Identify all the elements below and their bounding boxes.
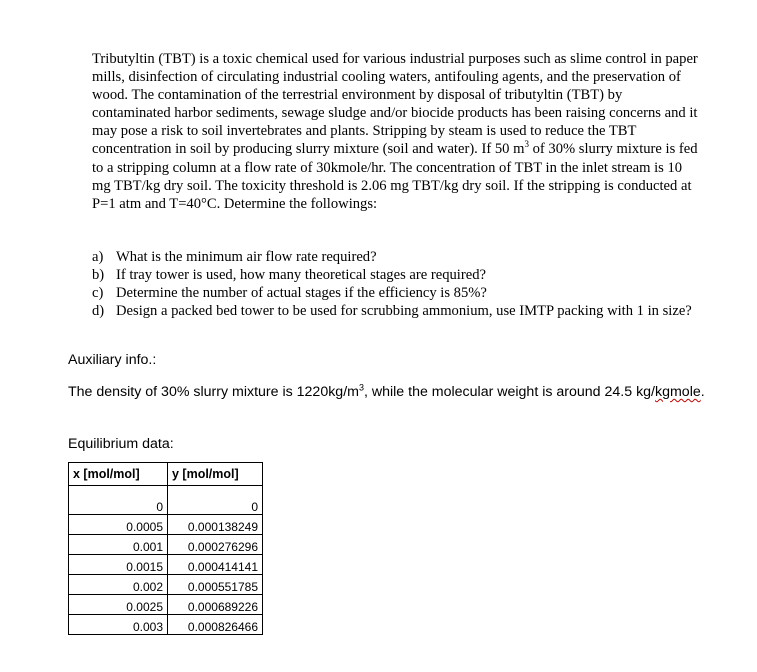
- density-unit-kg: kg/: [636, 384, 655, 400]
- spellcheck-word: kgmole: [655, 384, 701, 400]
- spacer-cell: [69, 486, 168, 496]
- column-header-y: y [mol/mol]: [168, 463, 263, 486]
- y-cell: 0.000551785: [168, 575, 263, 595]
- question-item-d: [92, 302, 700, 320]
- table-row: [69, 615, 263, 635]
- question-marker: d): [92, 303, 105, 320]
- question-item-c: [92, 284, 700, 302]
- y-cell: 0: [168, 495, 263, 515]
- question-text: If tray tower is used, how many theoretical stages are required?: [116, 267, 486, 284]
- table-row: [69, 595, 263, 615]
- y-cell: 0.000689226: [168, 595, 263, 615]
- question-marker: c): [92, 285, 104, 302]
- table-spacer-row: [69, 486, 263, 496]
- question-text: What is the minimum air flow rate required?: [116, 249, 377, 265]
- spacer-cell: [168, 486, 263, 496]
- question-item-b: [92, 266, 700, 284]
- question-text: Design a packed bed tower to be used for scrubbing ammonium, use IMTP packing with 1 in size?: [116, 303, 692, 320]
- cubic-superscript: 3: [524, 139, 529, 150]
- x-cell: 0.002: [69, 575, 168, 595]
- table-row: [69, 555, 263, 575]
- question-marker: a): [92, 249, 104, 265]
- table-row: [69, 495, 263, 515]
- density-text-part-2: , while the molecular weight is around 24.5: [363, 384, 637, 400]
- question-text: Determine the number of actual stages if the efficiency is 85%?: [116, 285, 487, 302]
- y-cell: 0.000138249: [168, 515, 263, 535]
- y-cell: 0.000414141: [168, 555, 263, 575]
- auxiliary-heading: Auxiliary info.:: [68, 352, 157, 368]
- y-cell: 0.000276296: [168, 535, 263, 555]
- problem-statement: [92, 50, 700, 213]
- question-item-a: [92, 248, 700, 266]
- equilibrium-heading: Equilibrium data:: [68, 436, 174, 452]
- x-cell: 0: [69, 495, 168, 515]
- x-cell: 0.003: [69, 615, 168, 635]
- column-header-x: x [mol/mol]: [69, 463, 168, 486]
- problem-text-part-1: Tributyltin (TBT) is a toxic chemical used for various industrial purposes such as slime control in paper mills, disinfection of circulating industrial cooling waters, antifouling agents, and the preservation of wood. The contamination of the terrestrial environment by disposal of tributyltin (TBT) by contaminated harbor sediments, sewage sludge and/or biocide products has been raising concerns and it may pose a risk to soil invertebrates and plants. Stripping by steam is used to reduce the TBT concentration in soil by producing slurry mixture (soil and water). If 50 m: [92, 51, 698, 158]
- table-row: [69, 575, 263, 595]
- equilibrium-table: [68, 462, 263, 635]
- problem-text-part-2: of 30% slurry mixture is fed to a stripping column at a flow rate of 30kmole/hr. The concentration of TBT in the inlet stream is 10 mg TBT/kg dry soil. The toxicity threshold is 2.06 mg TBT/kg dry soil. If the stripping is conducted at P=1 atm and T=40°C. Determine the followings:: [92, 141, 698, 212]
- density-superscript: 3: [358, 382, 364, 393]
- problem-paragraph: [92, 50, 700, 213]
- table-row: [69, 535, 263, 555]
- density-text-part-1: The density of 30% slurry mixture is 1220kg/m: [68, 384, 359, 400]
- density-end: .: [700, 384, 705, 400]
- x-cell: 0.001: [69, 535, 168, 555]
- question-list: [92, 248, 700, 320]
- x-cell: 0.0005: [69, 515, 168, 535]
- x-cell: 0.0015: [69, 555, 168, 575]
- table-row: [69, 515, 263, 535]
- question-marker: b): [92, 267, 105, 284]
- x-cell: 0.0025: [69, 595, 168, 615]
- table-header-row: [69, 463, 263, 486]
- y-cell: 0.000826466: [168, 615, 263, 635]
- density-info: [68, 383, 708, 402]
